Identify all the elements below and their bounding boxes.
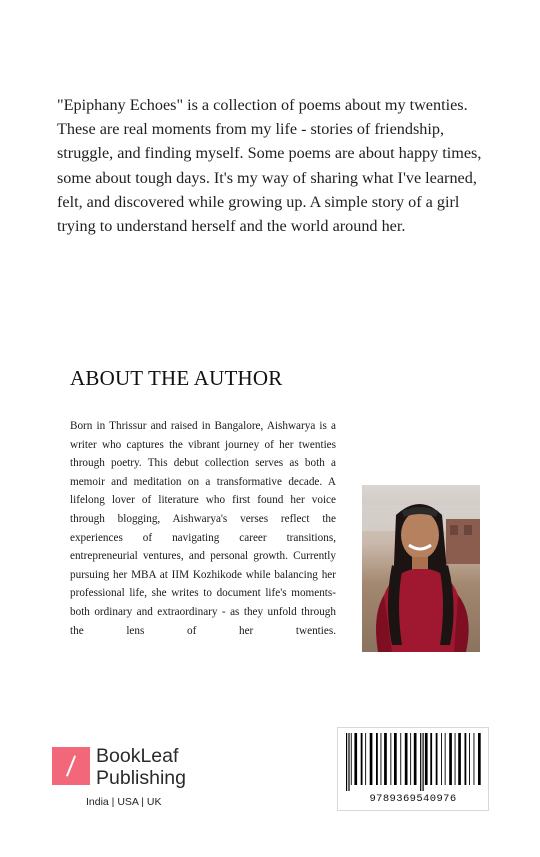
about-author-heading: ABOUT THE AUTHOR — [70, 366, 283, 390]
author-bio: Born in Thrissur and raised in Bangalore, Aishwarya is a writer who captures the vibrant journey of her twenties through poetry. This debut collection serves as both a memoir and meditation on a transformative decade. A lifelong lover of literature who first found her voice through blogging, Aishwarya's verses reflect the experiences of navigating career transitions, entrepreneurial ventures, and personal growth. Currently pursuing her MBA at IIM Kozhikode while balancing her professional life, she writes to document life's moments- both ordinary and extraordinary - as they unfold through the lens of her twenties. — [70, 420, 336, 637]
isbn-barcode — [337, 727, 489, 811]
bookleaf-logo-icon — [52, 747, 90, 785]
publisher-regions: India | USA | UK — [86, 796, 162, 808]
publisher-logo — [52, 745, 212, 815]
publisher-name-line1: BookLeaf — [96, 745, 179, 767]
back-cover-blurb: "Epiphany Echoes" is a collection of poems about my twenties. These are real moments from my life - stories of friendship, struggle, and finding myself. Some poems are about happy times, some about tough days. It's my way of sharing what I've learned, felt, and discovered while growing up. A simple story of a girl trying to understand herself and the world around her. — [57, 96, 482, 236]
publisher-name-line2: Publishing — [96, 767, 186, 789]
isbn-number: 9789369540976 — [369, 793, 457, 805]
author-portrait-image — [362, 485, 480, 652]
author-photo — [362, 485, 480, 652]
barcode-bars — [344, 733, 482, 791]
